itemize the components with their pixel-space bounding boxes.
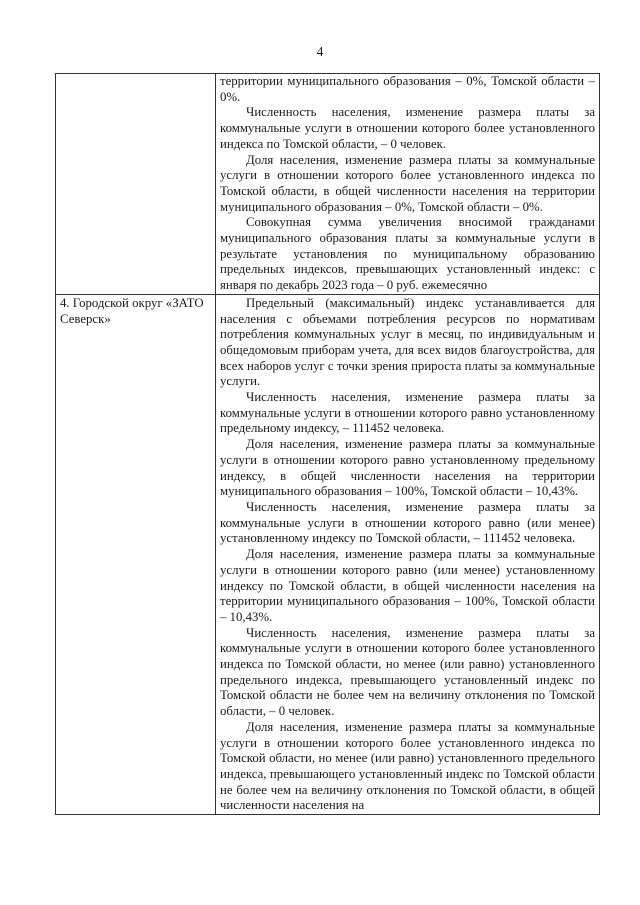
paragraph: Предельный (максимальный) индекс устанавливается для населения с объемами потребления ресурсов по нормативам потребления коммунальных услуг в месяц, по индивидуальным и общедомовым приборам учета, для всех видов благоустройства, для всех наборов услуг с точки зрения прироста платы за коммунальные услуги. bbox=[220, 295, 595, 389]
paragraph: Численность населения, изменение размера платы за коммунальные услуги в отношении которого равно установленному предельному индексу, – 111452 человека. bbox=[220, 390, 595, 436]
table-row bbox=[56, 294, 600, 814]
region-name: 4. Городской округ «ЗАТО Северск» bbox=[60, 295, 204, 326]
paragraph: Численность населения, изменение размера платы за коммунальные услуги в отношении которого равно (или менее) установленному индексу по Томской области, – 111452 человека. bbox=[220, 499, 595, 546]
paragraph: Доля населения, изменение размера платы за коммунальные услуги в отношении которого равно (или менее) установленному индексу по Томской области, в общей численности населения на территории муниципального образования – 100%, Томской области – 10,43%. bbox=[220, 547, 595, 624]
paragraph: Доля населения, изменение размера платы за коммунальные услуги в отношении которого равно установленному предельному индексу, в общей численности населения на территории муниципального образования – 100%, Томской области – 10,43%. bbox=[220, 437, 595, 499]
region-cell bbox=[56, 74, 216, 295]
paragraph: Доля населения, изменение размера платы за коммунальные услуги в отношении которого более установленного индекса по Томской области, но менее (или равно) установленного предельного индекса, превышающего установленный индекс по Томской области не более чем на величину отклонения по Томской области, в общей численности населения на bbox=[220, 719, 595, 813]
content-cell bbox=[216, 74, 600, 295]
paragraph: Численность населения, изменение размера платы за коммунальные услуги в отношении которого более установленного индекса по Томской области, – 0 человек. bbox=[220, 105, 595, 151]
page-number: 4 bbox=[316, 44, 324, 59]
paragraph: территории муниципального образования – 0%, Томской области – 0%. bbox=[220, 74, 595, 104]
paragraph: Совокупная сумма увеличения вносимой гражданами муниципального образования платы за коммунальные услуги в результате установления по муниципальному образованию предельных индексов, превышающих установленный индекс: с января по декабрь 2023 года – 0 руб. ежемесячно bbox=[220, 215, 595, 293]
paragraph: Доля населения, изменение размера платы за коммунальные услуги в отношении которого более установленного индекса по Томской области, в общей численности населения на территории муниципального образования – 0%, Томской области – 0%. bbox=[220, 152, 595, 214]
document-table bbox=[55, 73, 600, 815]
paragraph: Численность населения, изменение размера платы за коммунальные услуги в отношении которого более установленного индекса по Томской области, но менее (или равно) установленного предельного индекса, превышающего установленный индекс по Томской области не более чем на величину отклонения по Томской области, – 0 человек. bbox=[220, 625, 595, 719]
table-row bbox=[56, 74, 600, 295]
region-cell bbox=[56, 294, 216, 814]
content-cell bbox=[216, 294, 600, 814]
